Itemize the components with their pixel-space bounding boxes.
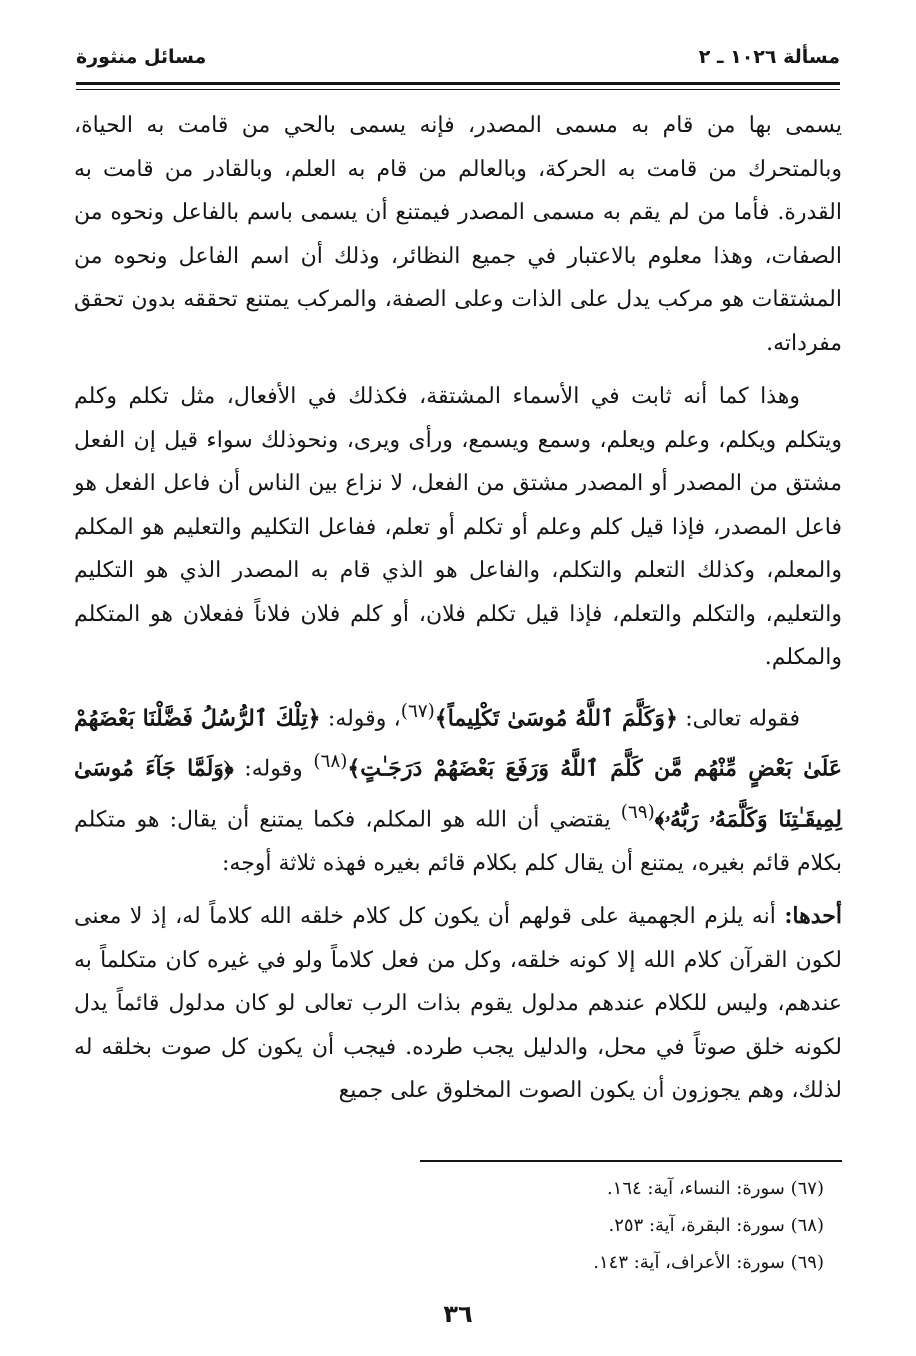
paragraph-1: يسمى بها من قام به مسمى المصدر، فإنه يسمى بالحي من قامت به الحياة، وبالمتحرك من قامت به الحركة، وبالعالم من قام به العلم، وبالقادر من قامت به القدرة. فأما من لم يقم به مسمى المصدر فيمتنع أن يسمى باسم بالفاعل ونحوه من الصفات، وهذا معلوم بالاعتبار في جميع النظائر، وذلك أن اسم الفاعل ونحوه من المشتقات هو مركب يدل على الذات وعلى الصفة، والمركب يمتنع تحققه بدون تحقق مفرداته. — [74, 113, 842, 356]
quran-verse-2: ﴿تِلْكَ ٱلرُّسُلُ فَضَّلْنَا بَعْضَهُمْ عَلَىٰ بَعْضٍ مِّنْهُم مَّن كَلَّمَ ٱللَّهُ وَرَفَعَ بَعْضَهُمْ دَرَجَـٰتٍ﴾ — [74, 704, 842, 782]
footnote-ref-69: (٦٩) — [620, 802, 655, 824]
footnote-ref-68: (٦٨) — [313, 751, 348, 773]
paragraph-4-text: أنه يلزم الجهمية على قولهم أن يكون كل كلام خلقه الله كلاماً له، إذ لا معنى لكون القرآن كلام الله إلا كونه خلقه، وكل من فعل كلاماً ولو في غيره كان متكلماً به عندهم، وليس للكلام عندهم مدلول يقوم بذات الرب تعالى لو كان مدلول قائماً يدل لكونه خلق صوتاً في محل، والدليل يجب طرده. فيجب أن يكون كل صوت بخلقه له لذلك، وهم يجوزون أن يكون الصوت المخلوق على جميع — [74, 904, 842, 1104]
paragraph-4 — [74, 895, 842, 1113]
header-rule-thick — [76, 82, 840, 85]
footnote-68: (٦٨) سورة: البقرة، آية: ٢٥٣. — [608, 1215, 824, 1236]
paragraph-4-lead: أحدها: — [784, 903, 842, 930]
page-number: ٣٦ — [443, 1300, 473, 1328]
paragraph-2: وهذا كما أنه ثابت في الأسماء المشتقة، فكذلك في الأفعال، مثل تكلم وكلم ويتكلم ويكلم، وعلم ويعلم، وسمع ويسمع، ورأى ويرى، ونحوذلك سواء قيل إن الفعل مشتق من المصدر أو المصدر مشتق من الفعل، لا نزاع بين الناس أن فاعل الفعل هو فاعل المصدر، فإذا قيل كلم وعلم أو تكلم أو تعلم، ففاعل التكليم والتعليم هو المكلم والمعلم، وكذلك التعلم والتكلم، والفاعل هو الذي قام به المصدر الذي هو التكليم والتعليم، والتكلم والتعلم، فإذا قيل تكلم فلان، أو كلم فلان فلاناً ففعلان هو المتكلم والمكلم. — [74, 384, 842, 670]
header-rule-thin — [76, 89, 840, 90]
footnote-69: (٦٩) سورة: الأعراف، آية: ١٤٣. — [593, 1252, 824, 1273]
running-header — [76, 40, 840, 74]
paragraph-3 — [74, 690, 842, 886]
footnote-ref-67: (٦٧) — [400, 700, 435, 722]
footnote-separator — [420, 1160, 842, 1162]
footnotes — [420, 1170, 824, 1281]
paragraph-3-text-2: ، وقوله: — [320, 705, 401, 731]
paragraph-3-text-4: يقتضي أن الله هو المكلم، فكما يمتنع أن يقال: هو متكلم بكلام قائم بغيره، يمتنع أن يقال كلم بكلام قائم بغيره فهذه ثلاثة أوجه: — [74, 807, 842, 876]
paragraph-3-text-1: فقوله تعالى: — [677, 705, 800, 731]
main-text — [74, 104, 842, 1113]
quran-verse-3: ﴿وَلَمَّا جَآءَ مُوسَىٰ لِمِيقَـٰتِنَا وَكَلَّمَهُۥ رَبُّهُۥ﴾ — [74, 755, 842, 833]
header-book-title: مسائل منثورة — [76, 46, 207, 68]
header-issue-number: مسألة ١٠٢٦ ـ ٢ — [698, 46, 840, 68]
footnote-67: (٦٧) سورة: النساء، آية: ١٦٤. — [606, 1178, 824, 1199]
paragraph-3-text-3: وقوله: — [233, 756, 314, 782]
quran-verse-1: ﴿وَكَلَّمَ ٱللَّهُ مُوسَىٰ تَكْلِيماً﴾ — [434, 704, 678, 731]
